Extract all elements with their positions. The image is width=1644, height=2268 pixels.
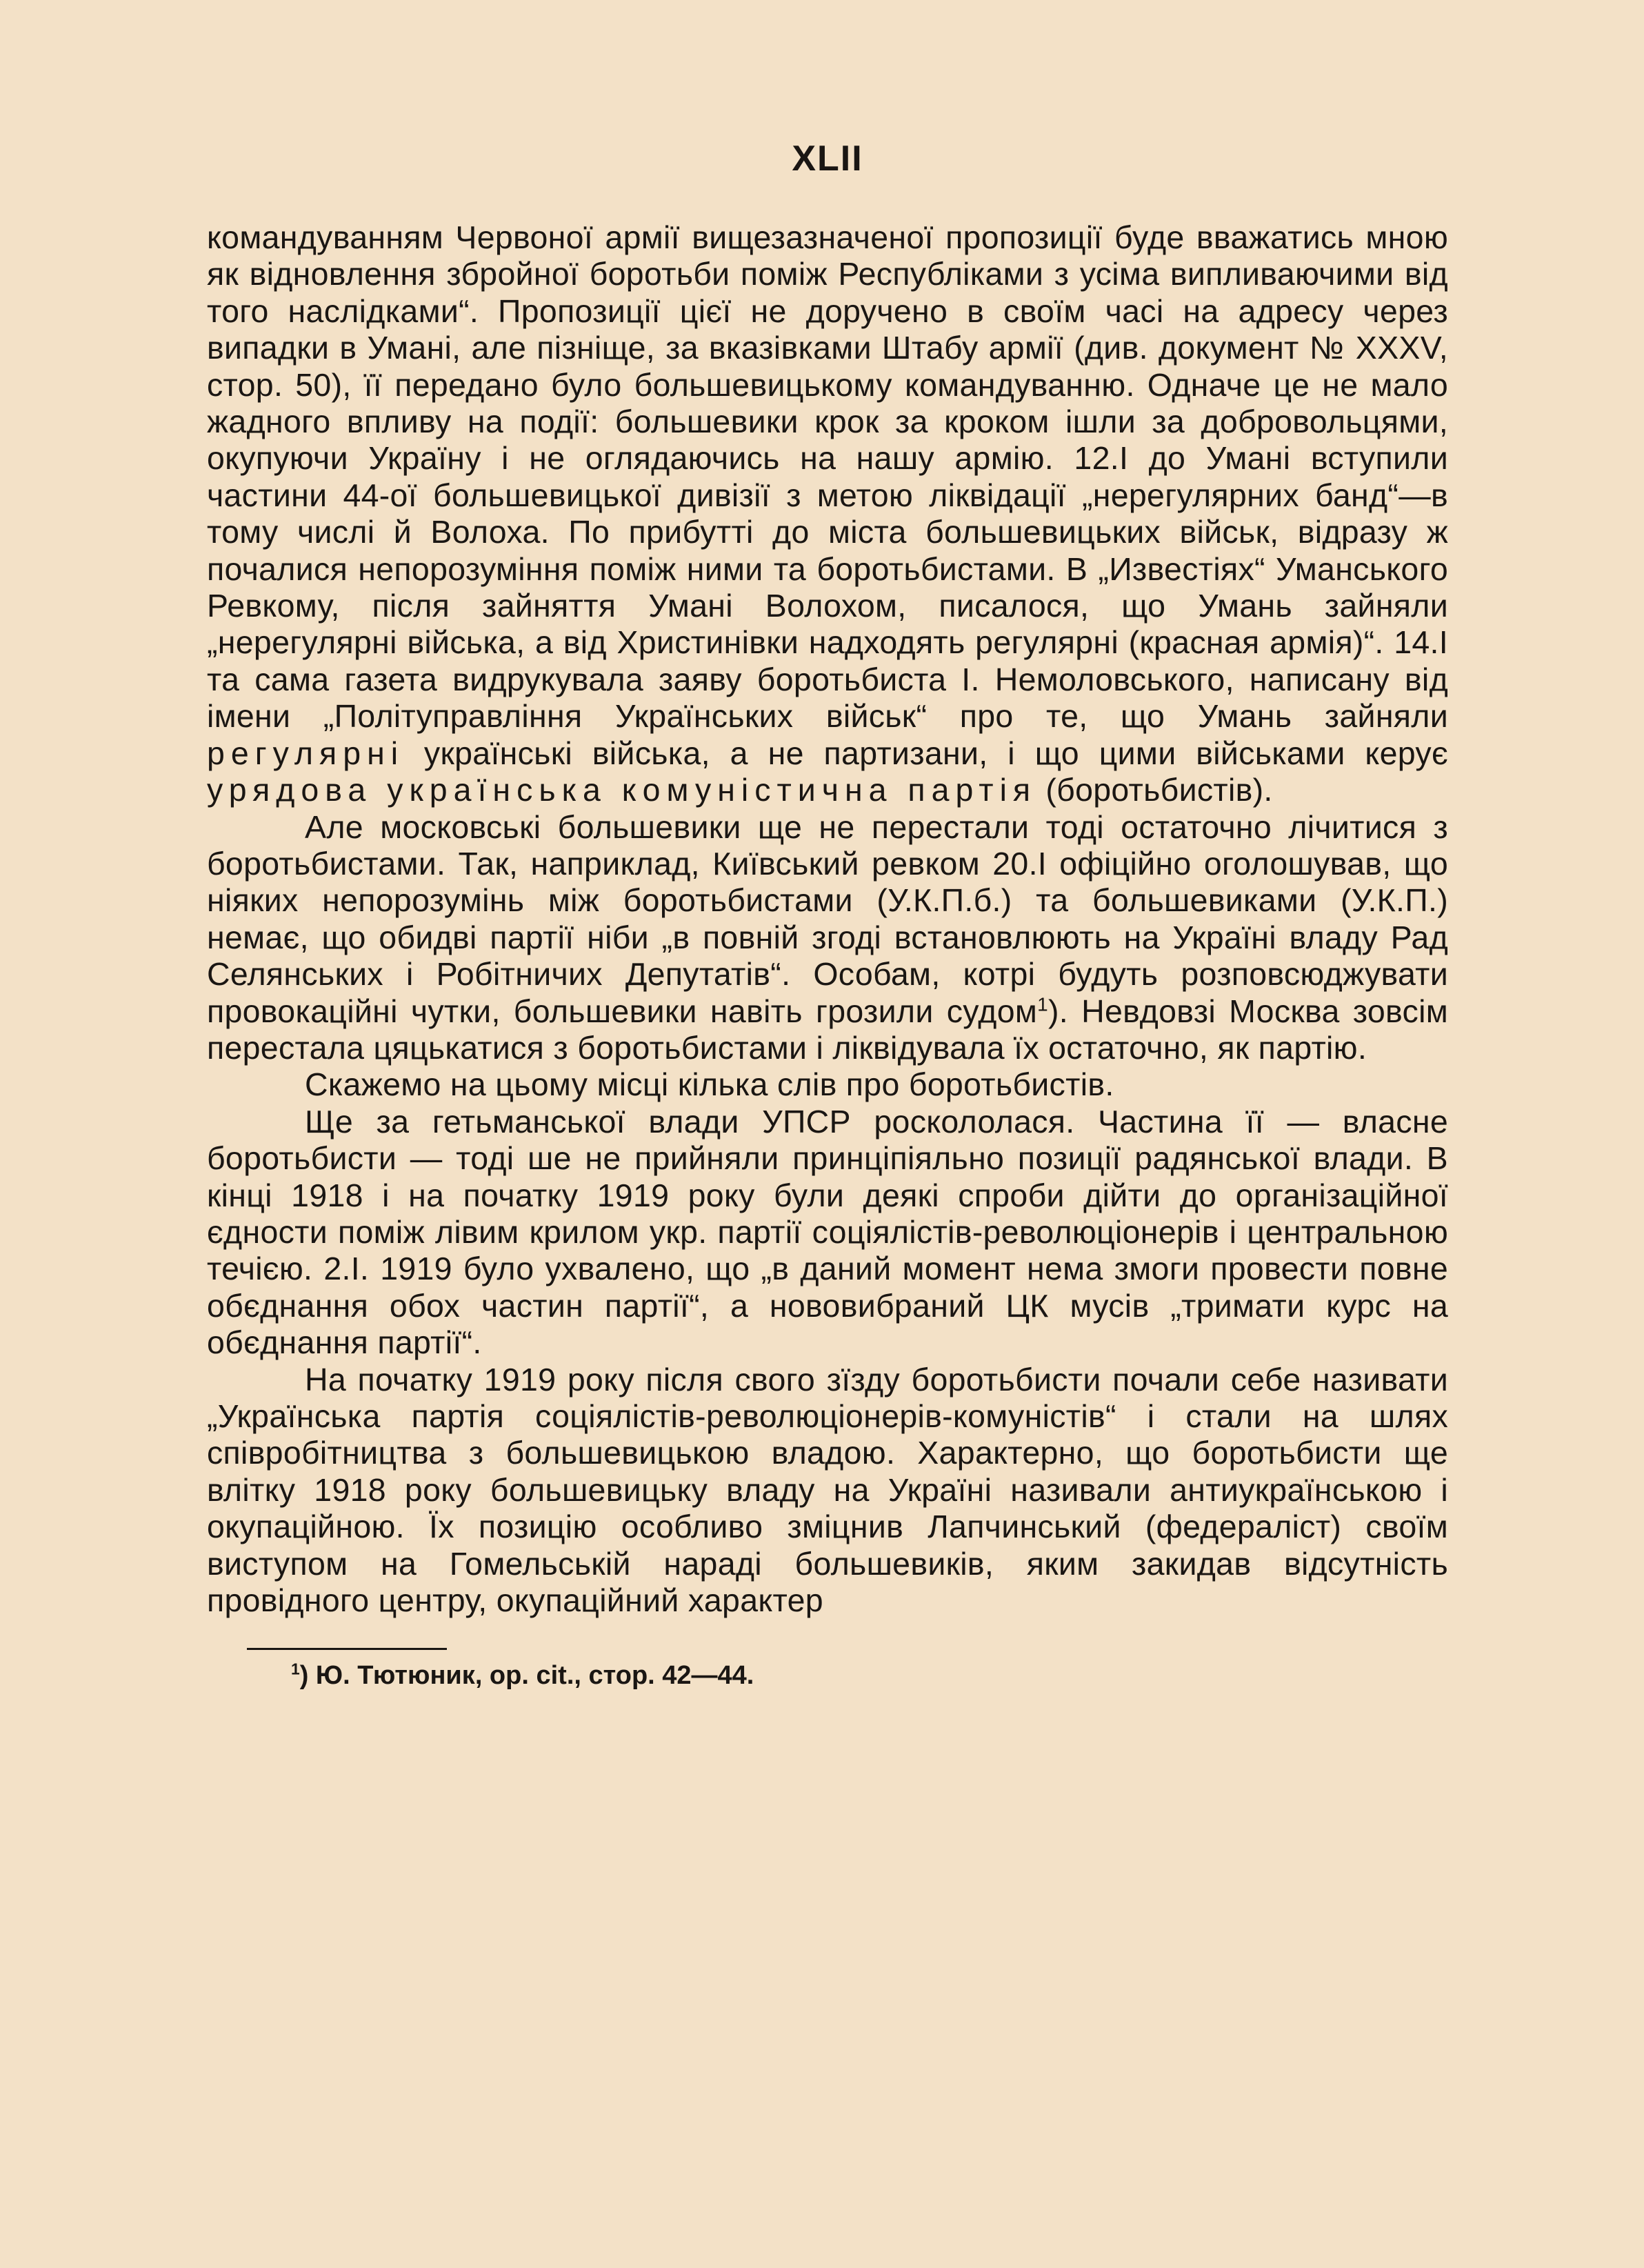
paragraph-2-text: Але московські большевики ще не перестали тоді остаточно лічитися з боротьбистами. Так, наприклад, Київський ревком 20.І офіційно оголошував, що ніяких непорозумінь між боротьбистами (У.К.П.б.) та большевиками (У.К.П.) немає, що обидві партії ніби „в повній згоді встановлюють на Україні владу Рад Селянських і Робітничих Депутатів“. Особам, котрі будуть розповсюджувати провокаційні чутки, большевики навіть грозили судом — [207, 808, 1448, 1029]
paragraph-1-mid: українські війська, а не партизани, і що цими військами керує — [423, 735, 1448, 771]
footnote — [291, 1660, 1448, 1691]
paragraph-2 — [207, 809, 1448, 1067]
paragraph-1 — [207, 219, 1448, 809]
paragraph-2-end: ). Невдовзі Москва зовсім перестала цяцькатися з боротьбистами і ліквідувала їх остаточно, як партію. — [207, 993, 1448, 1066]
paragraph-4: Ще за гетьманської влади УПСР роскололася. Частина її — власне боротьбисти — тоді ше не прийняли принціпіяльно позиції радянської влади. В кінці 1918 і на початку 1919 року були деякі спроби дійти до організаційної єдности поміж лівим крилом укр. партії соціялістів-революціонерів і центральною течією. 2.І. 1919 було ухвалено, що „в даний момент нема змоги провести повне обєднання обох частин партії“, а нововибраний ЦК мусів „тримати курс на обєднання партії“. — [207, 1103, 1448, 1361]
paragraph-1-end: (боротьбистів). — [1045, 772, 1273, 808]
footnote-reference[interactable]: 1 — [1037, 993, 1048, 1015]
paragraph-3: Скажемо на цьому місці кілька слів про боротьбистів. — [305, 1066, 1114, 1103]
page-number: XLII — [792, 139, 863, 179]
footnote-marker: 1 — [291, 1660, 300, 1678]
document-page — [207, 138, 1448, 1691]
paragraph-5: На початку 1919 року після свого зїзду боротьбисти почали себе називати „Українська партія соціялістів-революціонерів-комуністів“ і стали на шлях співробітництва з большевицькою владою. Характерно, що боротьбисти ще влітку 1918 року большевицьку владу на Україні називали антиукраїнською і окупаційною. Їх позицію особливо зміцнив Лапчинський (федераліст) своїм виступом на Гомельській нараді большевиків, яким закидав відсутність провідного центру, окупаційний характер — [207, 1361, 1448, 1619]
spaced-emphasis-party: урядова українська комуністична партія — [207, 772, 1037, 808]
paragraph-1-text: командуванням Червоної армії вищезазначеної пропозиції буде вважатись мною як відновлення збройної боротьби поміж Республіками з усіма випливаючими від того наслідками“. Пропозиції цієї не доручено в своїм часі на адресу через випадки в Умані, але пізніще, за вказівками Штабу армії (див. документ № XXXV, стор. 50), її передано було большевицькому командуванню. Одначе це не мало жадного впливу на події: большевики крок за кроком ішли за добровольцями, окупуючи Україну і не оглядаючись на нашу армію. 12.І до Умані вступили частини 44-ої большевицької дивізії з метою ліквідації „нерегулярних банд“—в тому числі й Волоха. По прибутті до міста большевицьких військ, відразу ж почалися непорозуміння поміж ними та боротьбистами. В „Известіях“ Уманського Ревкому, після зайняття Умані Волохом, писалося, що Умань зайняли „нерегулярні війська, а від Христинівки надходять регулярні (красная армія)“. 14.І та сама газета видрукувала заяву боротьбиста І. Немоловського, написану від імени „Політуправління Українських військ“ про те, що Умань зайняли — [207, 219, 1448, 735]
body-text — [207, 219, 1448, 1619]
spaced-emphasis-regular: регулярні — [207, 735, 405, 771]
footnote-divider — [247, 1648, 447, 1650]
footnote-text: ) Ю. Тютюник, ор. cit., стор. 42—44. — [299, 1661, 754, 1691]
